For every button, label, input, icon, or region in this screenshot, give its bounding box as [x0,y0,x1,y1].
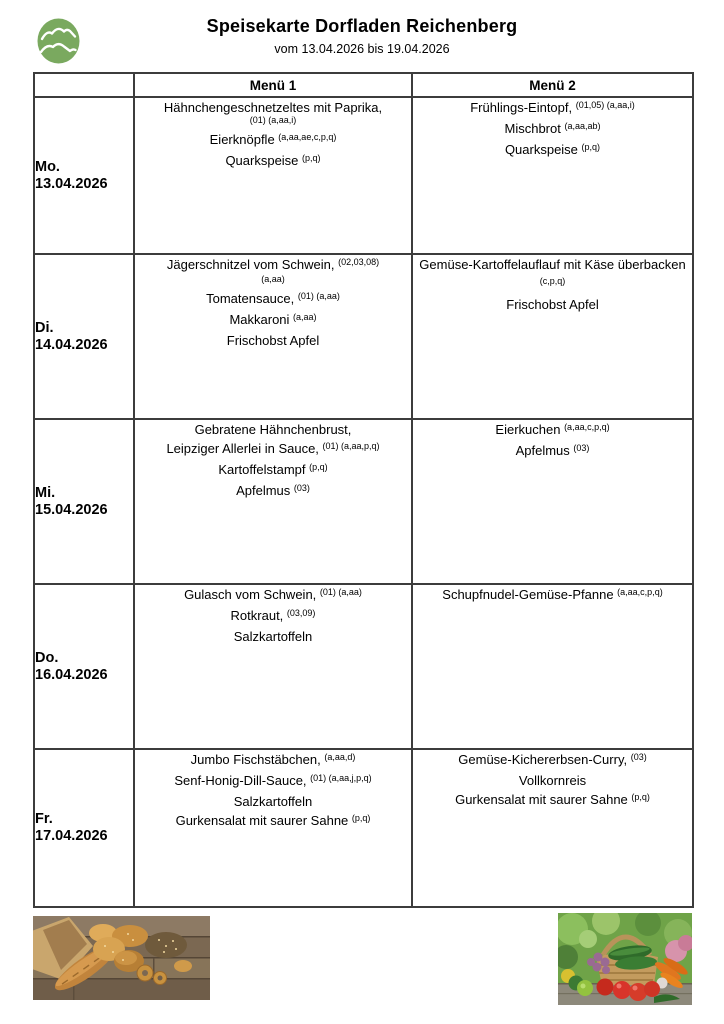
menu-item-line [413,119,692,140]
menu-item-line [135,276,411,289]
menu-item-line [135,310,411,331]
day-cell [34,97,134,254]
menu2-cell [412,584,693,749]
menu-item-line [413,98,692,119]
dish-text: Jumbo Fischstäbchen, [190,752,325,767]
table-header-row [34,73,693,97]
menu-item-line [413,255,692,295]
date-label: 17.04.2026 [35,828,108,844]
menu-item-line [135,331,411,350]
day-cell [34,254,134,419]
allergen-code: (p,q) [581,142,601,152]
allergen-code: (01) (a,aa,j,p,q) [310,773,372,783]
menu-item-line [413,441,692,462]
dish-text: Gurkensalat mit saurer Sahne [175,813,352,828]
dish-text: Gemüse-Kartoffelauflauf mit Käse überbacken [419,257,686,272]
allergen-code: (01,05) (a,aa,i) [575,100,635,110]
allergen-code: (a,aa) [261,274,285,284]
dish-text: Rotkraut, [230,608,287,623]
allergen-code: (p,q) [302,153,321,163]
menu-item-line [135,606,411,627]
dish-text: Frischobst Apfel [506,297,599,312]
allergen-code: (02,03,08) [338,257,380,267]
dish-text: Vollkornreis [518,773,587,788]
day-label: Mi. [35,484,56,501]
dish-text: Apfelmus [236,483,294,498]
menu-item-line [135,130,411,151]
allergen-code: (a,aa,c,p,q) [617,587,663,597]
menu-item-line [413,295,692,314]
day-cell [34,749,134,907]
menu-item-line [135,151,411,172]
menu-item-line [413,585,692,606]
menu-item-line [135,439,411,460]
allergen-code: (03) [293,483,310,493]
allergen-code: (01) (a,aa) [297,291,340,301]
menu-item-line [413,140,692,161]
allergen-code: (a,aa,d) [324,752,356,762]
day-cell [34,584,134,749]
dish-text: Gemüse-Kichererbsen-Curry, [458,752,631,767]
dish-text: Frischobst Apfel [226,333,320,348]
dish-text: Gulasch vom Schwein, [184,587,320,602]
table-row [34,97,693,254]
dish-text: Eierknöpfle [209,132,279,147]
menu1-column-header: Menü 1 [134,73,412,97]
allergen-code: (01) (a,aa) [319,587,362,597]
table-row [34,749,693,907]
date-label: 16.04.2026 [35,666,108,683]
dish-text: Salzkartoffeln [233,629,313,644]
menu1-cell [134,419,412,584]
dish-text: Kartoffelstampf [218,462,310,477]
menu2-cell [412,254,693,419]
menu-item-line [135,750,411,771]
dish-text: Quarkspeise [225,153,303,168]
date-label: 14.04.2026 [35,336,108,353]
allergen-code: (03) [630,752,647,762]
allergen-code: (a,aa) [293,312,317,322]
menu-item-line [135,771,411,792]
date-label: 13.04.2026 [35,175,108,192]
dish-text: Quarkspeise [504,142,582,157]
menu-item-line [135,811,411,832]
menu-item-line [413,750,692,771]
table-row [34,419,693,584]
allergen-code: (p,q) [351,813,371,823]
menu-item-line [413,790,692,811]
menu-item-line [135,481,411,502]
dish-text: Hähnchengeschnetzeltes mit Paprika, [163,100,383,115]
date-range-subtitle: vom 13.04.2026 bis 19.04.2026 [274,42,450,56]
allergen-code: (03,09) [286,608,316,618]
menu2-cell [412,97,693,254]
allergen-code: (01) (a,aa,i) [249,115,297,125]
dish-text: Makkaroni [229,312,294,327]
menu1-cell [134,97,412,254]
dish-text: Gurkensalat mit saurer Sahne [455,792,632,807]
dish-text: Tomatensauce, [206,291,298,306]
day-label: Do. [35,649,59,666]
menu-item-line [413,420,692,441]
menu-item-line [135,420,411,439]
dish-text: Frühlings-Eintopf, [470,100,576,115]
menu1-cell [134,749,412,907]
day-column-header [34,73,134,97]
dish-text: Mischbrot [504,121,565,136]
day-label: Fr. [35,811,53,827]
dish-text: Apfelmus [515,443,574,458]
allergen-code: (a,aa,ae,c,p,q) [278,132,337,142]
dish-text: Eierkuchen [495,422,565,437]
menu-item-line [135,792,411,811]
table-row [34,584,693,749]
menu-item-line [135,117,411,130]
dish-text: Gebratene Hähnchenbrust, [194,422,352,437]
menu-table [33,72,694,908]
date-label: 15.04.2026 [35,501,108,518]
menu-item-line [135,289,411,310]
dish-text: Jägerschnitzel vom Schwein, [166,257,339,272]
menu-item-line [135,585,411,606]
allergen-code: (01) (a,aa,p,q) [322,441,380,451]
menu1-cell [134,254,412,419]
allergen-code: (p,q) [309,462,328,472]
allergen-code: (c,p,q) [539,276,566,286]
allergen-code: (03) [573,443,590,453]
dish-text: Senf-Honig-Dill-Sauce, [174,773,311,788]
allergen-code: (a,aa,ab) [564,121,601,131]
dish-text: Salzkartoffeln [233,794,313,809]
menu2-column-header: Menü 2 [412,73,693,97]
day-cell [34,419,134,584]
vegetable-basket-photo [558,913,692,1010]
menu-item-line [413,771,692,790]
menu1-cell [134,584,412,749]
bread-rolls-photo [33,916,210,1005]
table-row [34,254,693,419]
dish-text: Schupfnudel-Gemüse-Pfanne [442,587,618,602]
menu2-cell [412,749,693,907]
menu2-cell [412,419,693,584]
allergen-code: (p,q) [631,792,650,802]
page-title: Speisekarte Dorfladen Reichenberg [206,16,518,36]
dish-text: Leipziger Allerlei in Sauce, [166,441,323,456]
day-label: Di. [35,319,54,336]
menu-item-line [135,460,411,481]
menu-item-line [135,255,411,276]
day-label: Mo. [35,158,60,175]
menu-table-body [34,97,693,907]
allergen-code: (a,aa,c,p,q) [564,422,610,432]
menu-item-line [135,627,411,646]
